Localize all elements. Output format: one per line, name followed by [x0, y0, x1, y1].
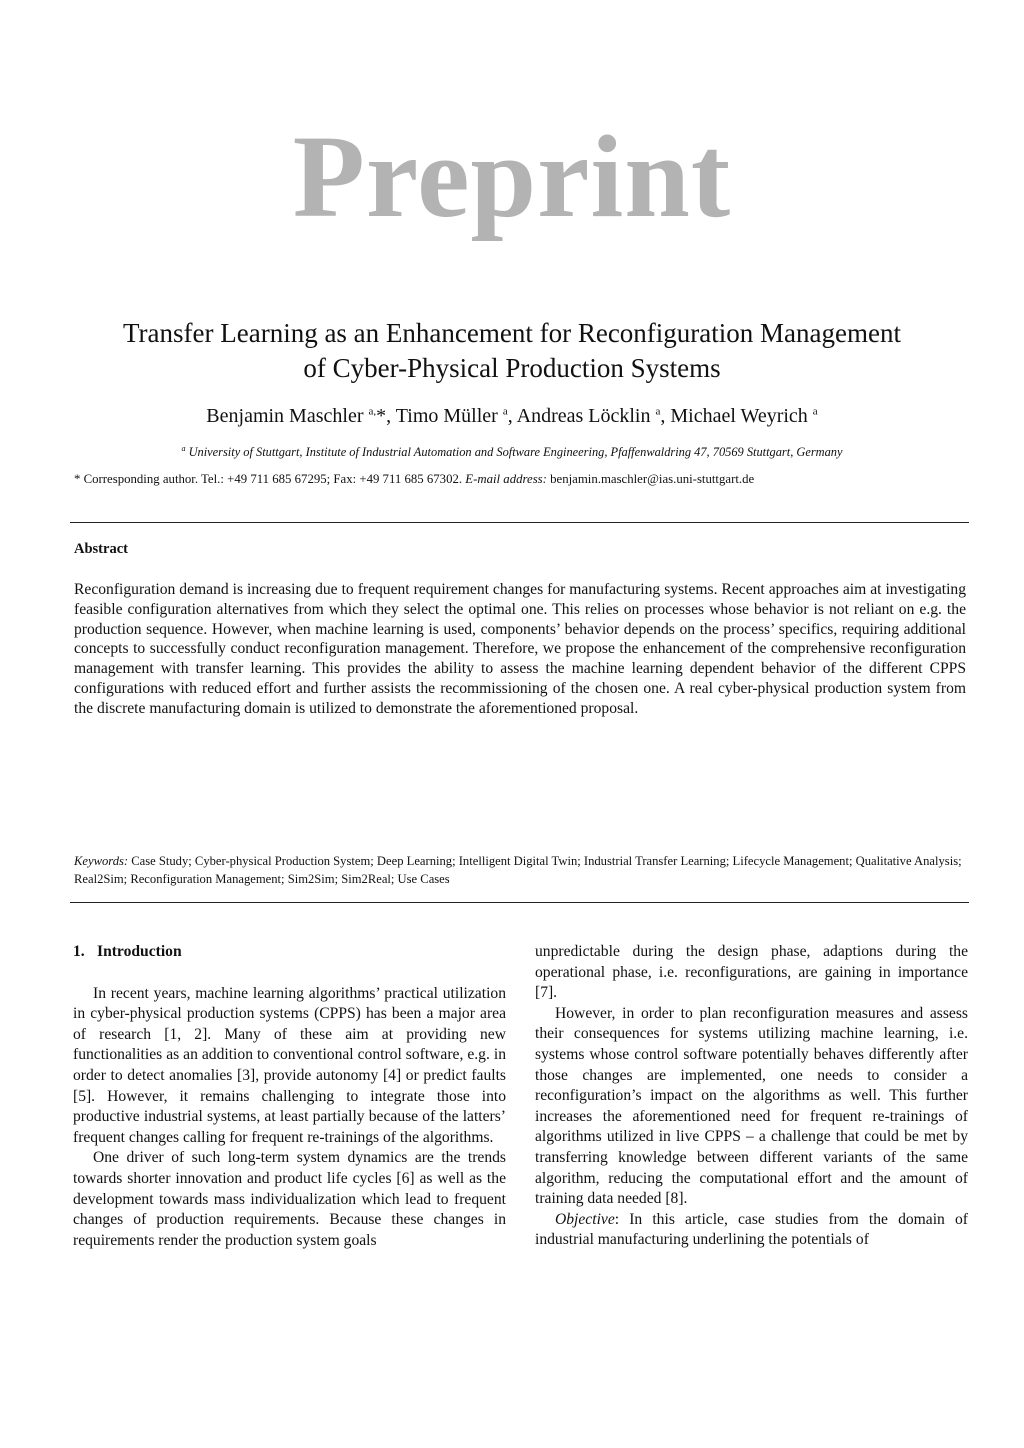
author-name: Benjamin Maschler	[206, 405, 364, 427]
divider-top	[70, 522, 969, 523]
paragraph: One driver of such long-term system dynamics are the trends towards shorter innovation and product life cycles [6] as well as the development towards mass individualization which lead to frequent changes of production requirements. Because these changes in requirements render the production system goals	[73, 1149, 506, 1249]
author-separator: ,	[507, 405, 517, 427]
body-column-left	[73, 942, 506, 1251]
keywords-list: Case Study; Cyber-physical Production System; Deep Learning; Intelligent Digital Twin; Industrial Transfer Learning; Lifecycle Management; Qualitative Analysis; Real2Sim; Reconfiguration Management; Sim2Sim; Sim2Real; Use Cases	[74, 854, 962, 886]
author-affiliation-mark: a	[502, 405, 508, 418]
keywords	[74, 852, 966, 888]
paragraph-continued: unpredictable during the design phase, adaptions during the operational phase, i.e. reconfigurations, are gaining in importance [7].	[535, 943, 968, 1002]
paper-title	[60, 316, 964, 386]
section-heading	[73, 942, 506, 963]
author-name: Timo Müller	[395, 405, 498, 427]
abstract-heading: Abstract	[74, 541, 128, 557]
objective-text: : In this article, case studies from the domain of industrial manufacturing underlining the potentials of	[535, 1210, 968, 1249]
corresponding-contact: * Corresponding author. Tel.: +49 711 685 67295; Fax: +49 711 685 67302.	[74, 472, 466, 486]
email-label: E-mail address:	[465, 472, 547, 486]
author-list	[60, 405, 964, 428]
paragraph	[535, 1210, 968, 1251]
author-separator: ,	[386, 405, 396, 427]
author-affiliation-mark: a	[812, 405, 818, 418]
affiliation-text: University of Stuttgart, Institute of Industrial Automation and Software Engineering, Pfaffenwaldring 47, 70569 Stuttgart, Germany	[188, 445, 843, 460]
affiliation-mark: a	[181, 444, 186, 453]
corresponding-mark: *	[376, 405, 387, 427]
author-affiliation-mark: a	[655, 405, 661, 418]
title-line-2: of Cyber-Physical Production Systems	[303, 353, 721, 383]
title-line-1: Transfer Learning as an Enhancement for Reconfiguration Management	[123, 318, 901, 348]
paragraph: However, in order to plan reconfiguration measures and assess their consequences for systems utilizing machine learning, i.e. systems whose control software potentially behaves differently after those changes are implemented, one needs to consider a reconfiguration’s impact on the algorithms as well. This further increases the aforementioned need for frequent re-trainings of algorithms utilized in live CPPS – a challenge that could be met by transferring knowledge between different variants of the same algorithm, reducing the computational effort and the amount of training data needed [8].	[535, 1004, 968, 1208]
affiliation	[40, 444, 984, 460]
keywords-label: Keywords:	[74, 854, 129, 868]
body-column-right	[535, 942, 968, 1251]
author-affiliation-mark: a,	[368, 405, 377, 418]
objective-label: Objective	[555, 1210, 615, 1228]
divider-bottom	[70, 902, 969, 903]
author-separator: ,	[660, 405, 671, 427]
corresponding-author-note	[74, 472, 974, 487]
paragraph: In recent years, machine learning algorithms’ practical utilization in cyber-physical production systems (CPPS) has been a major area of research [1, 2]. Many of these aim at providing new functionalities as an addition to conventional control software, e.g. in order to detect anomalies [3], provide autonomy [4] or predict faults [5]. However, it remains challenging to integrate those into productive industrial systems, at least partially because of the latters’ frequent changes calling for frequent re-trainings of the algorithms.	[73, 984, 506, 1146]
section-number: 1.	[73, 943, 85, 960]
author-name: Andreas Löcklin	[516, 405, 651, 427]
email-address: benjamin.maschler@ias.uni-stuttgart.de	[546, 472, 755, 486]
section-title: Introduction	[97, 943, 182, 960]
abstract-text: Reconfiguration demand is increasing due to frequent requirement changes for manufacturing systems. Recent approaches aim at investigating feasible configuration alternatives from which they select the optimal one. This relies on processes whose behavior is not reliant on e.g. the production sequence. However, when machine learning is used, components’ behavior depends on the process’ specifics, requiring additional concepts to successfully conduct reconfiguration management. Therefore, we propose the enhancement of the comprehensive reconfiguration management with transfer learning. This provides the ability to assess the machine learning dependent behavior of the different CPPS configurations with reduced effort and further assists the recommissioning of the chosen one. A real cyber-physical production system from the discrete manufacturing domain is utilized to demonstrate the aforementioned proposal.	[74, 581, 966, 717]
preprint-watermark: Preprint	[292, 111, 732, 242]
author-name: Michael Weyrich	[670, 405, 808, 427]
